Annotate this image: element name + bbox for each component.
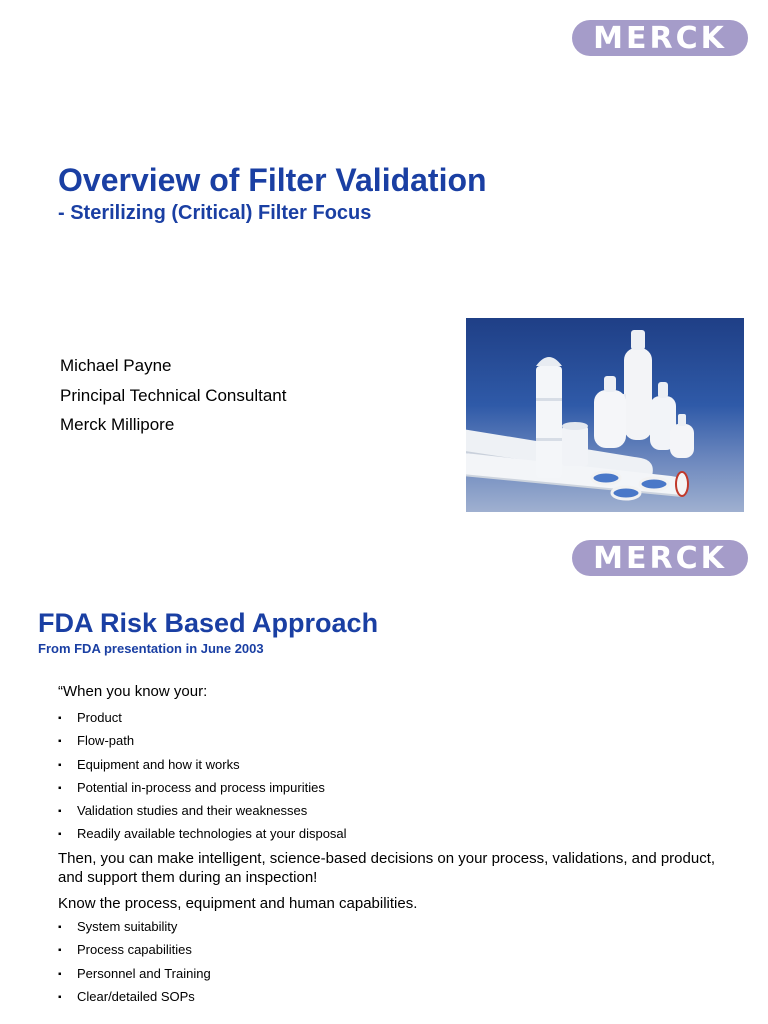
list-item: ▪ Clear/detailed SOPs (58, 988, 211, 1011)
presenter-role: Principal Technical Consultant (60, 385, 287, 405)
merck-logo (572, 540, 748, 576)
capabilities-paragraph: Know the process, equipment and human capabilities. (58, 895, 418, 912)
cartridge-standing (536, 357, 562, 478)
presenter-info (60, 354, 286, 443)
syringe-filter-3 (640, 478, 668, 490)
list-item: ▪ Process capabilities (58, 941, 211, 964)
filter-products-illustration (466, 318, 744, 512)
decision-paragraph: Then, you can make intelligent, science-based decisions on your process, validations, and product, and support them during an inspection! (58, 850, 716, 886)
list-item: ▪ Flow-path (58, 732, 347, 755)
list-item: ▪ Potential in-process and process impurities (58, 779, 347, 802)
capabilities-list (58, 918, 211, 1011)
presenter-company: Merck Millipore (60, 415, 175, 434)
capsule-medium-1 (594, 376, 626, 448)
slide-subtitle: From FDA presentation in June 2003 (38, 641, 264, 656)
merck-logo (572, 20, 748, 56)
merck-logo-text: MERCK (593, 20, 727, 56)
list-item: ▪ Readily available technologies at your disposal (58, 825, 347, 848)
slide-2 (0, 520, 768, 1024)
filter-products-photo (466, 318, 744, 512)
list-item: ▪ Product (58, 709, 347, 732)
slide-title: FDA Risk Based Approach (38, 608, 379, 638)
cartridge-small (562, 422, 588, 466)
presenter-name: Michael Payne (60, 356, 172, 375)
list-item: ▪ Personnel and Training (58, 965, 211, 988)
knowledge-list (58, 709, 347, 849)
slide-subtitle: - Sterilizing (Critical) Filter Focus (58, 202, 372, 224)
syringe-filter-1 (592, 472, 620, 484)
list-item: ▪ Validation studies and their weaknesses (58, 802, 347, 825)
intro-text: “When you know your: (58, 683, 208, 700)
list-item: ▪ Equipment and how it works (58, 756, 347, 779)
slide-title: Overview of Filter Validation (58, 162, 487, 198)
list-item: ▪ System suitability (58, 918, 211, 941)
merck-logo-text: MERCK (593, 540, 727, 576)
syringe-filter-2 (612, 487, 640, 499)
